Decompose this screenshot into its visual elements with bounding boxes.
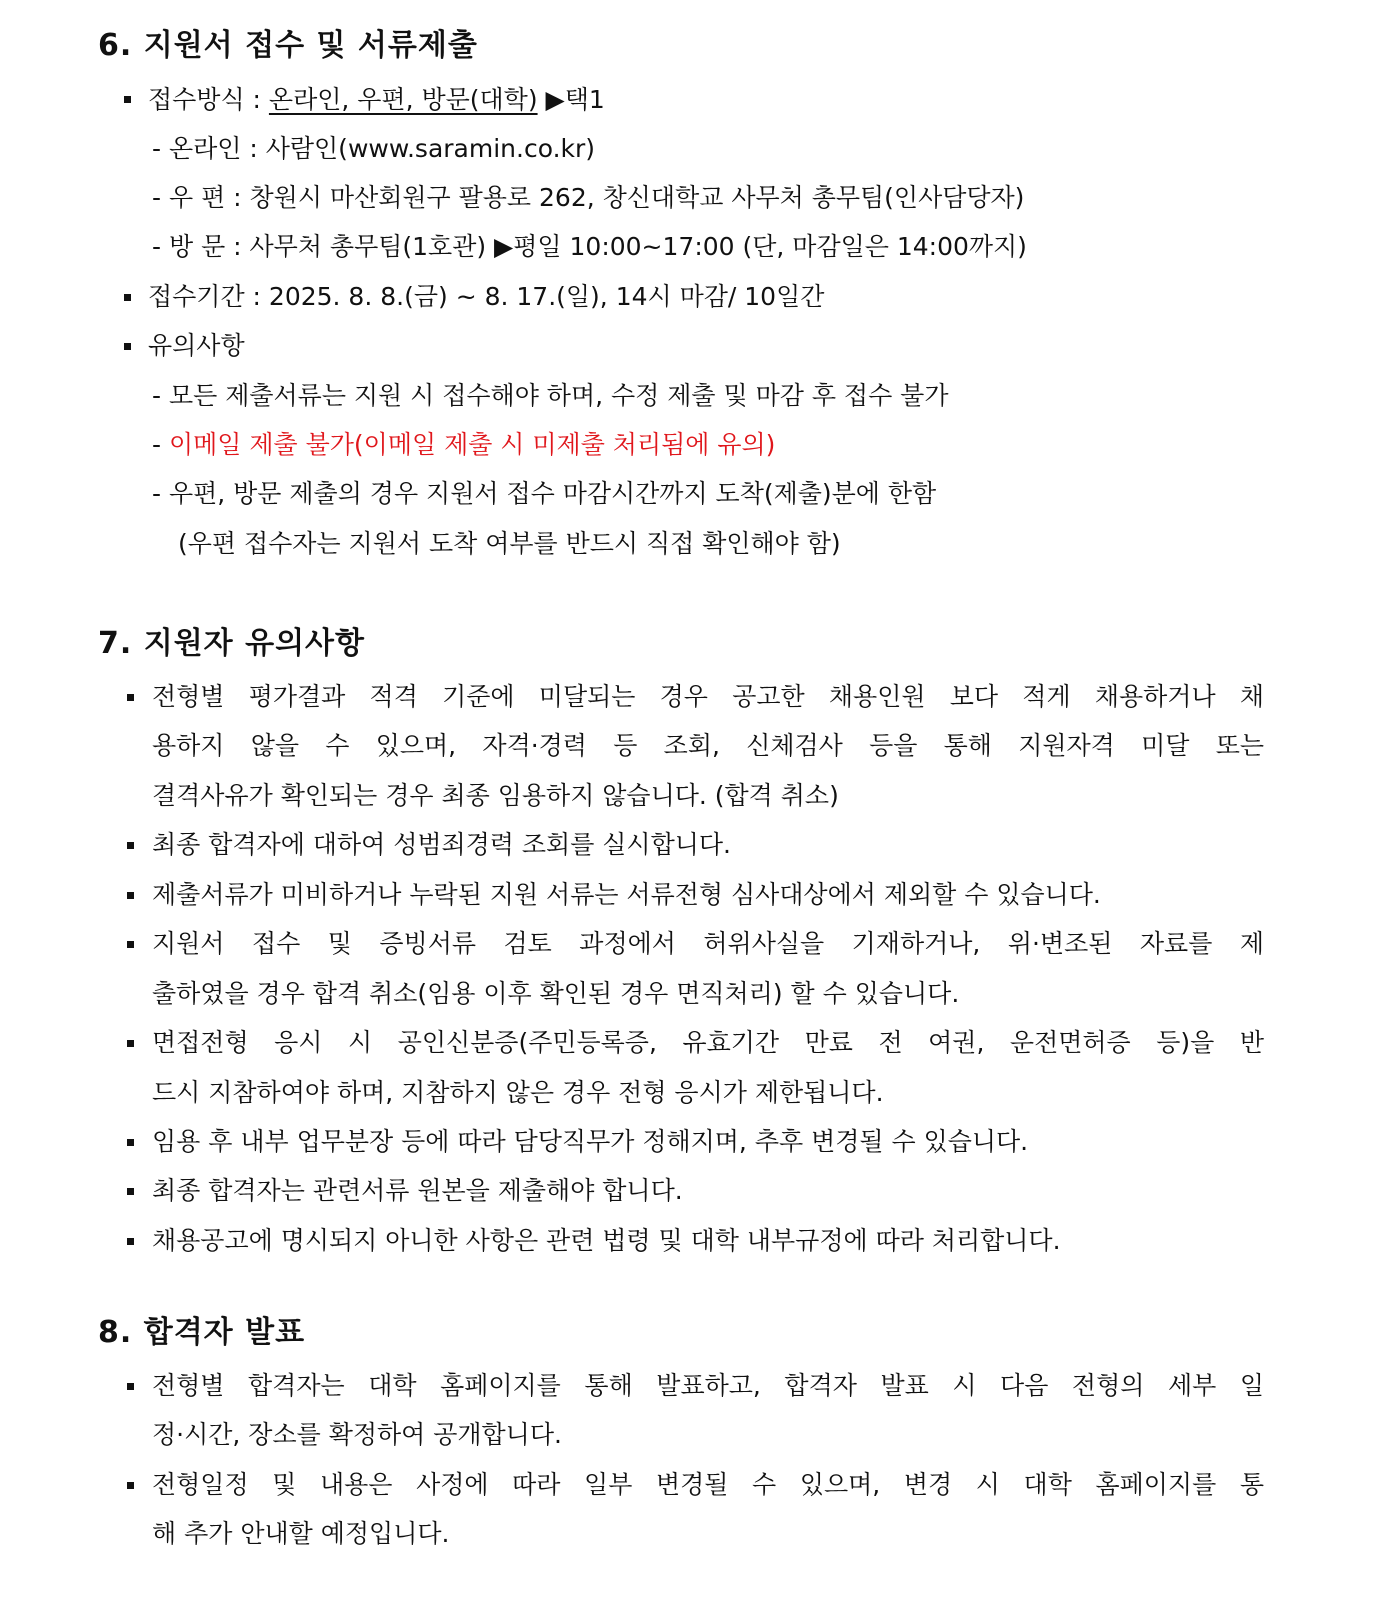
- period-line: 접수기간 : 2025. 8. 8.(금) ~ 8. 17.(일), 14시 마감/ 10일간: [148, 282, 825, 311]
- s7-b3: 제출서류가 미비하거나 누락된 지원 서류는 서류전형 심사대상에서 제외할 수 있습니다.: [152, 880, 1101, 909]
- bullet-icon: [127, 1482, 134, 1489]
- email-warning: 이메일 제출 불가(이메일 제출 시 미제출 처리됨에 유의): [168, 430, 776, 459]
- visit-line: - 방 문 : 사무처 총무팀(1호관) ▶평일 10:00~17:00 (단, 마감일은 14:00까지): [152, 232, 1027, 261]
- s7-b6: 임용 후 내부 업무분장 등에 따라 담당직무가 정해지며, 추후 변경될 수 있습니다.: [152, 1127, 1029, 1156]
- note-2: [152, 427, 775, 463]
- s7-b4-line1: 지원서 접수 및 증빙서류 검토 과정에서 허위사실을 기재하거나, 위·변조된 자료를 제: [152, 929, 1264, 958]
- online-line: - 온라인 : 사람인(www.saramin.co.kr): [152, 134, 596, 163]
- s7-b1-line3: 결격사유가 확인되는 경우 최종 임용하지 않습니다. (합격 취소): [152, 781, 839, 810]
- s7-b4-line2: 출하였을 경우 합격 취소(임용 이후 확인된 경우 면직처리) 할 수 있습니다.: [152, 979, 960, 1008]
- s7-b1-line1: 전형별 평가결과 적격 기준에 미달되는 경우 공고한 채용인원 보다 적게 채용하거나 채: [152, 682, 1264, 711]
- bullet-icon: [124, 96, 131, 103]
- bullet-icon: [127, 1040, 134, 1047]
- s7-b1-line2: 용하지 않을 수 있으며, 자격·경력 등 조회, 신체검사 등을 통해 지원자격 미달 또는: [152, 731, 1264, 760]
- note-3: - 우편, 방문 제출의 경우 지원서 접수 마감시간까지 도착(제출)분에 한함: [152, 479, 937, 508]
- method-label: 접수방식 :: [148, 85, 269, 114]
- s7-b2: 최종 합격자에 대하여 성범죄경력 조회를 실시합니다.: [152, 830, 731, 859]
- bullet-icon: [127, 842, 134, 849]
- section-8-title: 8. 합격자 발표: [98, 1315, 306, 1350]
- section-7-title: 7. 지원자 유의사항: [98, 626, 366, 661]
- bullet-icon: [127, 1238, 134, 1245]
- section-6-title: 6. 지원서 접수 및 서류제출: [98, 28, 478, 63]
- method-line: [148, 82, 605, 118]
- note-3-cont: (우편 접수자는 지원서 도착 여부를 반드시 직접 확인해야 함): [178, 529, 841, 558]
- s7-b5-line1: 면접전형 응시 시 공인신분증(주민등록증, 유효기간 만료 전 여권, 운전면허증 등)을 반: [152, 1028, 1264, 1057]
- mail-line: - 우 편 : 창원시 마산회원구 팔용로 262, 창신대학교 사무처 총무팀(인사담당자): [152, 183, 1025, 212]
- note-1: - 모든 제출서류는 지원 시 접수해야 하며, 수정 제출 및 마감 후 접수 불가: [152, 381, 949, 410]
- bullet-icon: [124, 343, 131, 350]
- bullet-icon: [127, 1139, 134, 1146]
- s8-b1-line2: 정·시간, 장소를 확정하여 공개합니다.: [152, 1420, 562, 1449]
- s7-b5-line2: 드시 지참하여야 하며, 지참하지 않은 경우 전형 응시가 제한됩니다.: [152, 1078, 884, 1107]
- s7-b7: 최종 합격자는 관련서류 원본을 제출해야 합니다.: [152, 1176, 683, 1205]
- bullet-icon: [127, 1188, 134, 1195]
- s8-b2-line2: 해 추가 안내할 예정입니다.: [152, 1519, 450, 1548]
- bullet-icon: [124, 294, 131, 301]
- method-value: 온라인, 우편, 방문(대학): [268, 85, 538, 114]
- s8-b2-line1: 전형일정 및 내용은 사정에 따라 일부 변경될 수 있으며, 변경 시 대학 홈페이지를 통: [152, 1470, 1264, 1499]
- s8-b1-line1: 전형별 합격자는 대학 홈페이지를 통해 발표하고, 합격자 발표 시 다음 전형의 세부 일: [152, 1371, 1264, 1400]
- bullet-icon: [127, 941, 134, 948]
- bullet-icon: [127, 694, 134, 701]
- method-choice: ▶택1: [537, 85, 605, 114]
- bullet-icon: [127, 892, 134, 899]
- bullet-icon: [127, 1383, 134, 1390]
- s7-b8: 채용공고에 명시되지 아니한 사항은 관련 법령 및 대학 내부규정에 따라 처리합니다.: [152, 1226, 1061, 1255]
- notes-title: 유의사항: [148, 331, 245, 360]
- note-2-dash: -: [152, 430, 169, 459]
